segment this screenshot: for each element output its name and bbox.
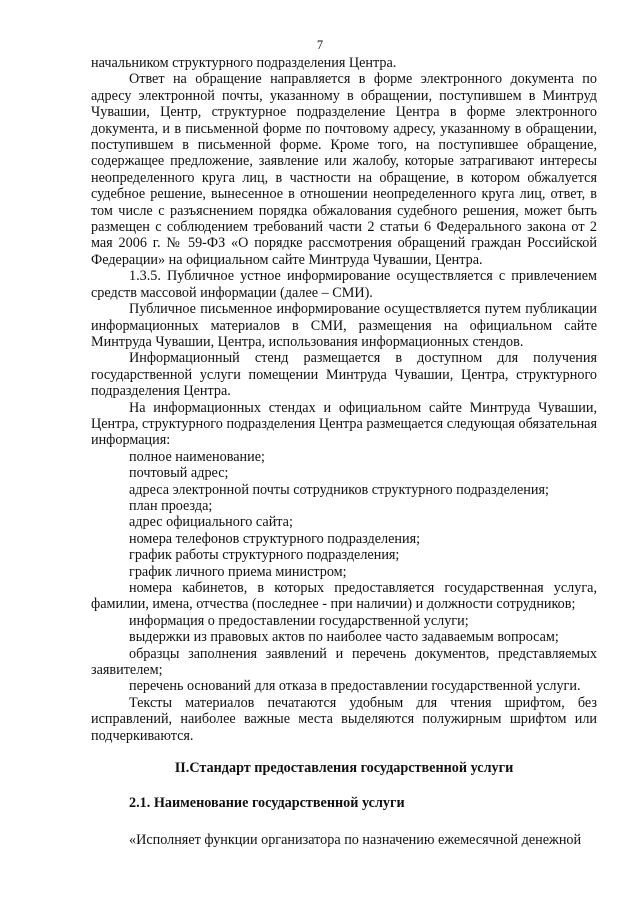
info-list (91, 449, 597, 695)
document-body (91, 55, 597, 848)
subsection-heading: 2.1. Наименование государственной услуги (129, 795, 405, 812)
paragraph-continuation: начальником структурного подразделения Центра. (91, 55, 397, 71)
list-item: адреса электронной почты сотрудников структурного подразделения; (129, 481, 549, 498)
paragraph-response: Ответ на обращение направляется в форме электронного документа по адресу электронной почты, указанному в обращении, поступившем в Минтруд Чувашии, Центр, структурное подразделение Центра в форме электронного документа, и в письменной форме по почтовому адресу, указанному в обращении, поступившем в письменной форме. Кроме того, на поступившее обращение, содержащее предложение, заявление или жалобу, которые затрагивают интересы неопределенного круга лиц, в частности на обращение, в котором обжалуется судебное решение, вынесенное в отношении неопределенного круга лиц, ответ, в том числе с разъяснением порядка обжалования судебного решения, может быть размещен с соблюдением требований части 2 статьи 6 Федерального закона от 2 мая 2006 г. № 59-ФЗ «О порядке рассмотрения обращений граждан Российской Федерации» на официальном сайте Минтруда Чувашии, Центра. (91, 71, 597, 268)
page-number: 7 (316, 38, 324, 52)
list-item: номера кабинетов, в которых предоставляется государственная услуга, фамилии, имена, отчества (последнее - при наличии) и должности сотрудников; (91, 580, 597, 613)
list-item: информация о предоставлении государственной услуги; (129, 612, 469, 629)
list-item: номера телефонов структурного подразделения; (129, 530, 421, 547)
paragraph-mandatory-info: На информационных стендах и официальном сайте Минтруда Чувашии, Центра, структурного подразделения Центра размещается следующая обязательная информация: (91, 399, 597, 449)
paragraph-public-oral: 1.3.5. Публичное устное информирование осуществляется с привлечением средств массовой информации (далее – СМИ). (91, 268, 597, 301)
paragraph-public-written: Публичное письменное информирование осуществляется путем публикации информационных материалов в СМИ, размещения на официальном сайте Минтруда Чувашии, Центра, использования информационных стендов. (91, 301, 597, 350)
list-item: полное наименование; (129, 448, 265, 465)
list-item: образцы заполнения заявлений и перечень документов, представляемых заявителем; (91, 645, 597, 679)
list-item: график личного приема министром; (129, 563, 347, 580)
section-heading: II.Стандарт предоставления государственной услуги (174, 760, 514, 777)
list-item: перечень оснований для отказа в предоставлении государственной услуги. (129, 678, 581, 695)
list-item: выдержки из правовых актов по наиболее часто задаваемым вопросам; (129, 629, 559, 646)
paragraph-info-stand: Информационный стенд размещается в доступном для получения государственной услуги помещении Минтруда Чувашии, Центра, структурного подразделения Центра. (91, 350, 597, 400)
list-item: план проезда; (129, 497, 213, 514)
list-item: график работы структурного подразделения; (129, 547, 400, 564)
list-item: адрес официального сайта; (129, 514, 293, 531)
list-item: почтовый адрес; (129, 465, 229, 482)
paragraph-service-name: «Исполняет функции организатора по назначению ежемесячной денежной (129, 831, 582, 848)
paragraph-text-materials: Тексты материалов печатаются удобным для чтения шрифтом, без исправлений, наиболее важные места выделяются полужирным шрифтом или подчеркиваются. (91, 694, 597, 744)
